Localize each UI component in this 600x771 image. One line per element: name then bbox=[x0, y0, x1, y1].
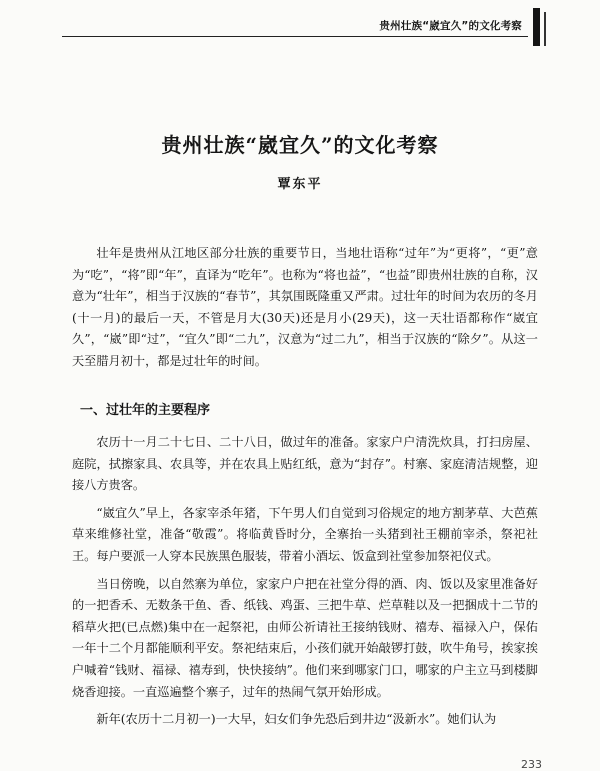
body-paragraph-1: 农历十一月二十七日、二十八日，做过年的准备。家家户户清洗炊具，打扫房屋、庭院，拭擦家具、农具等，并在农具上贴红纸，意为“封存”。村寨、家庭清洁规整，迎接八方贵客。 bbox=[72, 435, 538, 493]
article-title: 贵州壮族“崴宜久”的文化考察 bbox=[161, 133, 439, 157]
running-header bbox=[62, 14, 528, 37]
body-paragraph-4: 新年(农历十二月初一)一大早，妇女们争先恐后到井边“汲新水”。她们认为 bbox=[96, 712, 497, 727]
header-thick-rule bbox=[533, 8, 540, 46]
body-paragraph-3: 当日傍晚，以自然寨为单位，家家户户把在社堂分得的酒、肉、饭以及家里准备好的一把香禾、无数条干鱼、香、纸钱、鸡蛋、三把牛草、烂草鞋以及一把捆成十二节的稻草火把(已点燃)集中在一起祭祀，由师公祈请社王接纳钱财、禧寿、福禄入户，保佑一年十二个月都能顺利平安。祭祀结束后，小孩们就开始敲锣打鼓，吹牛角号，挨家挨户喊着“钱财、福禄、禧寿到，快快接纳”。他们来到哪家门口，哪家的户主立马到楼脚烧香迎接。一直巡遍整个寨子，过年的热闹气氛开始形成。 bbox=[72, 576, 538, 699]
body-paragraph-2: “崴宜久”早上，各家宰杀年猪，下午男人们自觉到习俗规定的地方割茅草、大芭蕉草来维修社堂，准备“敬霞”。将临黄昏时分，全寨抬一头猪到社王棚前宰杀，祭祀社王。每户要派一人穿本民族黑色服装，带着小酒坛、饭盒到社堂参加祭祀仪式。 bbox=[72, 505, 538, 563]
header-thin-rule bbox=[544, 12, 546, 46]
running-header-text: 贵州壮族“崴宜久”的文化考察 bbox=[379, 20, 522, 32]
section-heading: 一、过壮年的主要程序 bbox=[80, 403, 211, 418]
section-body bbox=[72, 432, 538, 737]
intro-section bbox=[72, 243, 538, 379]
intro-paragraph: 壮年是贵州从江地区部分壮族的重要节日，当地壮语称“过年”为“更将”，“更”意为“吃”，“将”即“年”，直译为“吃年”。也称为“将也益”，“也益”即贵州壮族的自称，汉意为“壮年”，相当于汉族的“春节”，其氛围既隆重又严肃。过壮年的时间为农历的冬月(十一月)的最后一天，不管是月大(30天)还是月小(29天)，这一天壮语都称作“崴宜久”，“崴”即“过”，“宜久”即“二九”，汉意为“过二九”，相当于汉族的“除夕”。从这一天至腊月初十，都是过壮年的时间。 bbox=[72, 246, 538, 368]
article-author: 覃东平 bbox=[277, 177, 323, 192]
page-number: 233 bbox=[521, 758, 542, 771]
